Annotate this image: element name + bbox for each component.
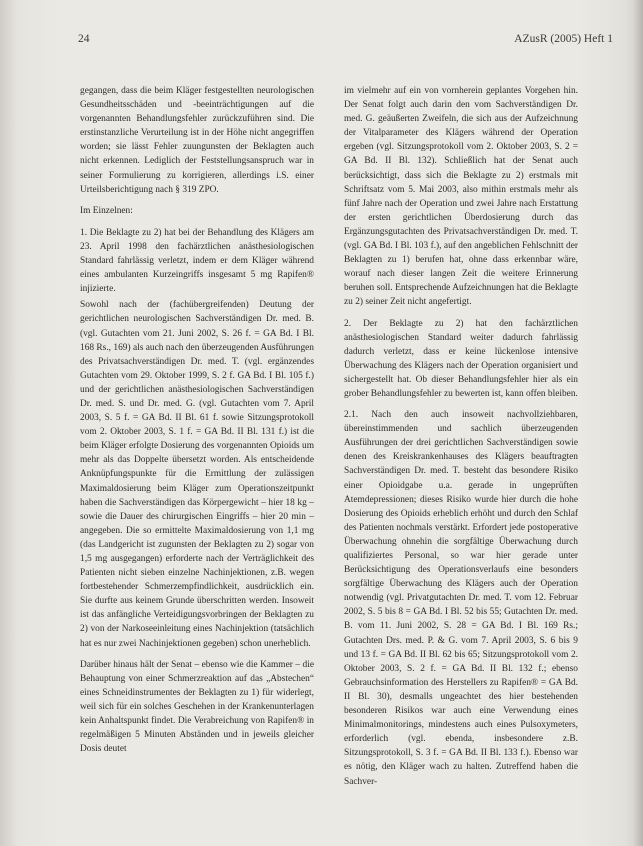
running-header (78, 33, 613, 49)
section-heading: Im Einzelnen: (80, 205, 133, 216)
scan-shadow (633, 0, 643, 846)
paragraph: 2. Der Beklagte zu 2) hat den fachärztlichen anästhesiologischen Standard weiter dadurch fahrlässig dadurch verletzt, dass er keine lückenlose intensive Überwachung des Klägers nach der Operation organisiert und sichergestellt hat. Ob dieser Behandlungsfehler hier als ein grober Behandlungsfehler zu bewerten ist, kann offen bleiben. (344, 318, 578, 399)
paragraph: im vielmehr auf ein von vornherein geplantes Vorgehen hin. Der Senat folgt auch darin den vom Sachverständigen Dr. med. G. geäußerten Zweifeln, die sich aus der Aufzeichnung der Vitalparameter des Klägers während der Operation ergeben (vgl. Sitzungsprotokoll vom 2. Oktober 2003, S. 2 = GA Bd. II Bl. 132). Schließlich hat der Senat auch berücksichtigt, dass sich die Beklagte zu 2) erstmals mit Schriftsatz vom 5. Mai 2003, also mithin erstmals mehr als fünf Jahre nach der Operation und zwei Jahre nach Erstattung der ersten gerichtlichen Überdosierung durch das Ergänzungsgutachten des Privatsachverständigen Dr. med. T. (vgl. GA Bd. I Bl. 103 f.), auf den angeblichen Fehlschnitt der Beklagten zu 1) berufen hat, ohne dass erkennbar wäre, worauf nach dieser langen Zeit die weitere Erinnerung beruhen soll. Entsprechende Aufzeichnungen hat die Beklagte zu 2) seiner Zeit nicht angefertigt. (344, 86, 578, 308)
paragraph: 2.1. Nach den auch insoweit nachvollziehbaren, übereinstimmenden und sachlich überzeugenden Ausführungen der drei gerichtlichen Sachverständigen sowie denen des Kreiskrankenhauses des Klägers beauftragten Sachverständigen Dr. med. T. besteht das besondere Risiko einer Opioidgabe u.a. gerade in ungeprüften Atemdepressionen; dieses Risiko wurde hier durch die hohe Dosierung des Opioids erheblich erhöht und durch den Schlaf des Patienten nochmals verstärkt. Erfordert jede postoperative Überwachung ohnehin die sorgfältige Überwachung durch qualifiziertes Personal, so war hier gerade unter Berücksichtigung des Operationsverlaufs eine besonders sorgfältige Überwachung des Klägers auch der Operation notwendig (vgl. Privatgutachten Dr. med. T. vom 12. Februar 2002, S. 5 bis 8 = GA Bd. I Bl. 52 bis 55; Gutachten Dr. med. B. vom 11. Juni 2002, S. 28 = GA Bd. I Bl. 169 Rs.; Gutachten Drs. med. P. & G. vom 7. April 2003, S. 6 bis 9 und 13 f. = GA Bd. II Bl. 62 bis 65; Sitzungsprotokoll vom 2. Oktober 2003, S. 2 f. = GA Bd. II Bl. 132 f.; ebenso Gebrauchsinformation des Herstellers zu Rapifen® = GA Bd. II Bl. 30), desmalls ungeachtet des hier bestehenden besonderen Risikos war auch eine Verwendung eines Minimalmonitorings, mindestens auch eines Pulsoxymeters, erforderlich (vgl. ebenda, insbesondere z.B. Sitzungsprotokoll, S. 3 f. = GA Bd. II Bl. 133 f.). Ebenso war es nötig, den Kläger wach zu halten. Zutreffend haben die Sachver- (344, 410, 578, 787)
paragraph: Sowohl nach der (fachübergreifenden) Deutung der gerichtlichen neurologischen Sachverständigen Dr. med. B. (vgl. Gutachten vom 21. Juni 2002, S. 26 f. = GA Bd. I Bl. 168 Rs., 169) als auch nach den überzeugenden Ausführungen des Privatsachverständigen Dr. med. T. (vgl. ergänzendes Gutachten vom 29. Oktober 1999, S. 2 f. GA Bd. I Bl. 105 f.) und der gerichtlichen anästhesiologischen Sachverständigen Dr. med. S. und Dr. med. G. (vgl. Gutachten vom 7. April 2003, S. 5 f. = GA Bd. II Bl. 61 f. sowie Sitzungsprotokoll vom 2. Oktober 2003, S. 1 f. = GA Bd. II Bl. 131 f.) ist die beim Kläger erfolgte Dosierung des vorgenannten Opioids um mehr als das Doppelte übersetzt worden. Als entscheidende Anknüpfungspunkte für die Ermittlung der zulässigen Maximaldosierung beim Kläger zum Operationszeitpunkt haben die Sachverständigen das Körpergewicht – hier 18 kg – sowie die Dauer des chirurgischen Eingriffs – hier 20 min – angegeben. Die so ermittelte Maximaldosierung von 1,1 mg (das Landgericht ist zugunsten der Beklagten zu 2) sogar von 1,5 mg ausgegangen) erforderte nach der Verträglichkeit des Patienten nicht sieben einzelne Nachinjektionen, z.B. wegen fortbestehender Schmerzempfindlichkeit, ausdrücklich ein. Sie durfte aus keinem Grunde überschritten werden. Insoweit ist das anfängliche Verteidigungsvorbringen der Beklagten zu 2) von der Narkoseeinleitung eines Nachinjektion (tatsächlich hat es nur zwei Nachinjektionen gegeben) schon unerheblich. (80, 300, 314, 649)
left-column (80, 84, 314, 763)
right-column (344, 84, 578, 796)
paragraph: 1. Die Beklagte zu 2) hat bei der Behandlung des Klägers am 23. April 1998 den fachärztlichen anästhesiologischen Standard fahrlässig verletzt, indem er dem Kläger während eines ambulanten Kurzeingriffs insgesamt 5 mg Rapifen® injizierte. (80, 227, 314, 295)
paragraph: Darüber hinaus hält der Senat – ebenso wie die Kammer – die Behauptung von einer Schmerzreaktion auf das „Abstechen“ eines Schneidinstrumentes der Beklagten zu 1) für widerlegt, weil sich für ein solches Geschehen in der Krankenunterlagen kein Anhaltspunkt findet. Die Verabreichung von Rapifen® in regelmäßigen 5 Minuten Abständen und in jeweils gleicher Dosis deutet (80, 659, 314, 755)
paragraph: gegangen, dass die beim Kläger festgestellten neurologischen Gesundheitsschäden und -beeinträchtigungen auf die vorgenannten Behandlungsfehler zurückzuführen sind. Die erstinstanzliche Verurteilung ist in der Höhe nicht angegriffen worden; sie lässt Fehler zuungunsten der Beklagten auch nicht erkennen. Lediglich der Feststellungsanspruch war in seiner Formulierung zu korrigieren, allerdings i.S. einer Urteilsberichtigung nach § 319 ZPO. (80, 86, 314, 195)
page-number: 24 (78, 33, 90, 45)
journal-reference: AZusR (2005) Heft 1 (514, 33, 613, 45)
